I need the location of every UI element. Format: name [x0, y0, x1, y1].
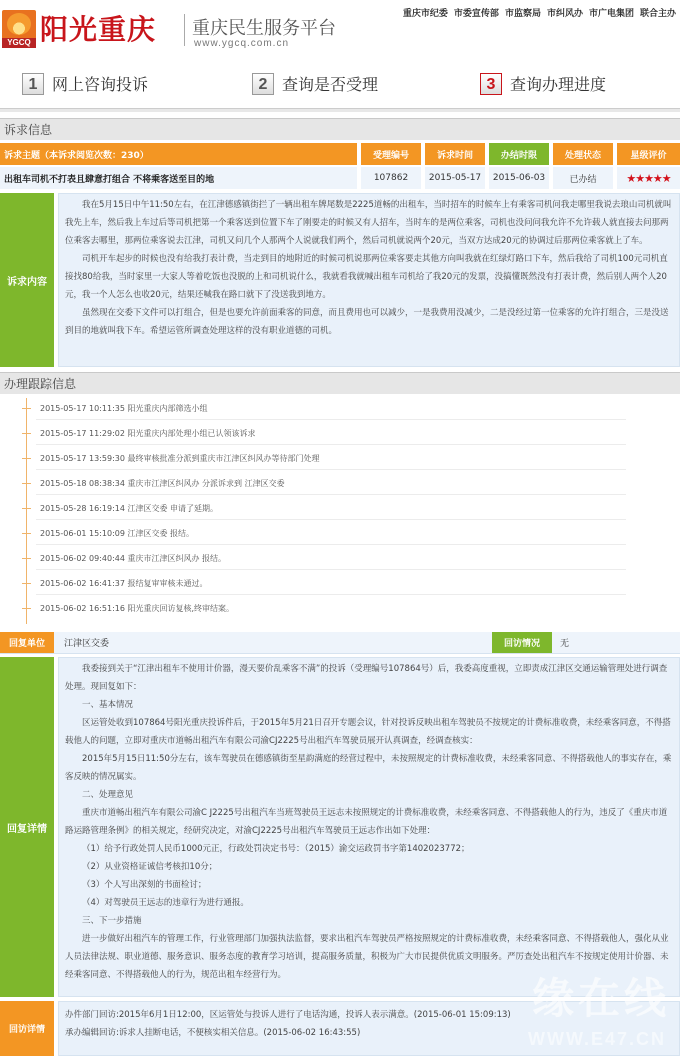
deadline-header: 办结时限 — [489, 143, 549, 165]
timeline-marker — [22, 608, 31, 609]
top-link[interactable]: 市广电集团 — [588, 9, 634, 19]
site-logo[interactable] — [2, 10, 36, 48]
timeline-item: 2015-05-17 11:29:02 阳光重庆内部处理小组已认领该诉求 — [40, 429, 256, 438]
watermark: 缘在线 — [531, 974, 670, 1023]
top-link: 联合主办 — [639, 9, 676, 19]
reply-paragraph: 重庆市道畅出租汽车有限公司渝C J2225号出租汽车当班驾驶员王远志未按照规定的计费标准收费，未经乘客同意、不得搭载他人的行为，违反了《重庆市道路运路管理条例》的相关规定，经研究决定，对渝CJ2225号出租汽车驾驶员王远志作出如下处理： — [65, 808, 668, 836]
complaint-value-row — [0, 167, 680, 189]
brand-divider — [184, 14, 185, 46]
visit-label: 回访情况 — [492, 632, 552, 653]
section-title-complaint: 诉求信息 — [0, 118, 680, 140]
timeline-marker — [22, 408, 31, 409]
timeline-marker — [22, 433, 31, 434]
step-number: 1 — [22, 73, 44, 95]
reply-heading: 一、基本情况 — [82, 700, 134, 710]
reply-detail — [58, 657, 680, 997]
timeline-separator — [36, 444, 626, 445]
timeline-marker — [22, 583, 31, 584]
subject-header: 诉求主题（本诉求阅览次数：230） — [0, 143, 357, 165]
timeline-marker — [22, 558, 31, 559]
reply-detail-label: 回复详情 — [0, 657, 54, 997]
reply-paragraph: 进一步做好出租汽车的管理工作，行业管理部门加强执法监督，要求出租汽车驾驶员严格按照规定的计费标准收费，未经乘客同意、不得搭载他人，强化从业人员法律法规、职业道德、服务意识、服务态度的教育学习培训，提高服务质量，积极为广大市民提供优质文明服务。严厉查处出租汽车不按规定使用计价器、未经乘客同意、不得搭载他人的行为，规范出租车经营行为。 — [65, 934, 669, 980]
timeline-item: 2015-06-01 15:10:09 江津区交委 报结。 — [40, 529, 195, 538]
timeline-item: 2015-06-02 16:51:16 阳光重庆回访复核,终审结案。 — [40, 604, 235, 613]
time-header: 诉求时间 — [425, 143, 485, 165]
reply-paragraph: 我委接到关于“江津出租车不使用计价器，漫天要价乱乘客不满”的投诉（受理编号107864号）后，我委高度重视，立即责成江津区交通运输管理处进行调查处理。现回复如下： — [65, 664, 668, 692]
reply-paragraph: 区运管处收到107864号阳光重庆投诉件后，于2015年5月21日召开专题会议，针对投诉反映出租车驾驶员不按规定的计费标准收费，未经乘客同意，不得搭载他人的问题，立即对重庆市道畅出租汽车有限公司渝CJ2225号出租汽车驾驶员展开认真调查，经调查核实： — [65, 718, 671, 746]
revisit-line: 办件部门回访:2015年6月1日12:00，区运管处与投诉人进行了电话沟通，投诉人表示满意。(2015-06-01 15:09:13) — [65, 1010, 511, 1020]
reply-unit-label: 回复单位 — [0, 632, 54, 653]
complaint-time: 2015-05-17 — [425, 167, 485, 189]
step-label: 查询办理进度 — [510, 75, 607, 94]
timeline-item: 2015-06-02 09:40:44 重庆市江津区纠风办 报结。 — [40, 554, 227, 563]
rating-stars: ★★★★★ — [617, 167, 680, 189]
step-navigation — [0, 62, 680, 108]
timeline-separator — [36, 569, 626, 570]
reply-unit-row — [0, 632, 680, 654]
step-consult[interactable] — [22, 72, 148, 95]
timeline-separator — [36, 519, 626, 520]
reply-list-item: （2）从业资格证诚信考核扣10分； — [82, 862, 218, 872]
complaint-id: 107862 — [361, 167, 421, 189]
step-label: 查询是否受理 — [282, 75, 379, 94]
timeline-marker — [22, 533, 31, 534]
timeline-separator — [36, 469, 626, 470]
step-number: 3 — [480, 73, 502, 95]
timeline-separator — [36, 494, 626, 495]
logo-tag: YGCQ — [2, 38, 36, 48]
step-label: 网上咨询投诉 — [52, 75, 149, 94]
rating-header: 星级评价 — [617, 143, 680, 165]
content-paragraph: 我在5月15日中午11:50左右，在江津德感镇街拦了一辆出租车牌尾数是2225道畅的出租车，当时招车的时候车上有乘客司机问我走哪里我说去琅山司机就叫我先上车，然后我上车过后等司机把第一个乘客送到位置下车了刚要走的时候又有人招车，当时车的是两位乘客，司机也没问问我允许不允许载人就直接去问那两位乘客去哪里，那两位乘客说去江津，司机又问几个人那两个人说就我们两个，然后司机就说两个20元，当双方达成20元的协调过后那两位乘客就上了车。 — [65, 200, 672, 246]
complaint-content — [58, 193, 680, 367]
top-links — [403, 6, 676, 19]
top-link[interactable]: 市纠风办 — [546, 9, 583, 19]
status-header: 处理状态 — [553, 143, 613, 165]
step-check-progress[interactable] — [480, 72, 606, 95]
step-check-accepted[interactable] — [252, 72, 378, 95]
reply-heading: 三、下一步措施 — [82, 916, 142, 926]
brand-name[interactable]: 阳光重庆 — [40, 13, 157, 46]
complaint-status: 已办结 — [553, 167, 613, 189]
revisit-label: 回访详情 — [0, 1001, 54, 1056]
content-paragraph: 司机开车起步的时候也没有给我打表计费，当走到目的地附近的时候司机说那两位乘客要走其他方向叫我就在红绿灯路口下车，然后我给了司机100元司机直接找80给我，当时家里一大家人等着吃饭也没脱的上和司机说什么，我就看我就喊出租车司机给了我20元的发票，没搞懂既然没有打表计费，然后别人两个人20元，我一个人怎么也收20元，结果还喊我在路口就下了没送我到地方。 — [65, 254, 668, 300]
watermark-url: WWW.E47.CN — [527, 1029, 666, 1049]
revisit-line: 承办编辑回访:诉求人挂断电话，不便核实相关信息。(2015-06-02 16:43:55) — [65, 1028, 361, 1038]
divider — [0, 108, 680, 112]
sun-icon — [7, 13, 31, 35]
top-link[interactable]: 市监察局 — [504, 9, 541, 19]
timeline-separator — [36, 594, 626, 595]
reply-list-item: （4）对驾驶员王远志的违章行为进行通报。 — [82, 898, 249, 908]
complaint-deadline: 2015-06-03 — [489, 167, 549, 189]
platform-name: 重庆民生服务平台 — [192, 18, 336, 39]
timeline-marker — [22, 508, 31, 509]
visit-value: 无 — [560, 639, 570, 649]
reply-paragraph: 2015年5月15日11:50分左右，该车驾驶员在德感镇街至星韵满庭的经营过程中，未按照规定的计费标准收费，未经乘客同意、不得搭载他人的事实存在，乘客反映的情况属实。 — [65, 754, 672, 782]
reply-unit: 江津区交委 — [64, 639, 110, 649]
timeline-separator — [36, 419, 626, 420]
tracking-timeline — [0, 396, 680, 628]
timeline-separator — [36, 544, 626, 545]
timeline-marker — [22, 458, 31, 459]
timeline-line — [26, 398, 27, 624]
top-link[interactable]: 重庆市纪委 — [402, 9, 448, 19]
reply-list-item: （1）给予行政处罚人民币1000元正，行政处罚决定书号：（2015）渝交运政罚书字第1402023772； — [82, 844, 470, 854]
reply-heading: 二、处理意见 — [82, 790, 134, 800]
step-number: 2 — [252, 73, 274, 95]
reply-list-item: （3）个人写出深刻的书面检讨； — [82, 880, 207, 890]
content-label: 诉求内容 — [0, 193, 54, 367]
site-header — [0, 0, 680, 54]
timeline-item: 2015-05-28 16:19:14 江津区交委 申请了延期。 — [40, 504, 219, 513]
top-link[interactable]: 市委宣传部 — [453, 9, 499, 19]
complaint-subject: 出租车司机不打表且肆意打组合 不将乘客送至目的地 — [0, 167, 357, 189]
section-title-tracking: 办理跟踪信息 — [0, 372, 680, 394]
timeline-item: 2015-06-02 16:41:37 报结复审审核未通过。 — [40, 579, 208, 588]
timeline-marker — [22, 483, 31, 484]
timeline-item: 2015-05-17 10:11:35 阳光重庆内部筛选小组 — [40, 404, 208, 413]
site-domain: www.ygcq.com.cn — [194, 38, 290, 49]
timeline-item: 2015-05-18 08:38:34 重庆市江津区纠风办 分派诉求到 江津区交委 — [40, 479, 285, 488]
timeline-item: 2015-05-17 13:59:30 最终审核批准分派到重庆市江津区纠风办等待部门处理 — [40, 454, 320, 463]
id-header: 受理编号 — [361, 143, 421, 165]
content-paragraph: 虽然现在交委下文件可以打组合，但是也要允许前面乘客的同意，而且费用也可以减少，一是我费用没减少，二是没经过第一位乘客的允许打组合，三是没送到目的地就叫我下车。希望运管所调查处理这样的没有职业道德的司机。 — [65, 308, 669, 336]
complaint-header-row — [0, 143, 680, 165]
